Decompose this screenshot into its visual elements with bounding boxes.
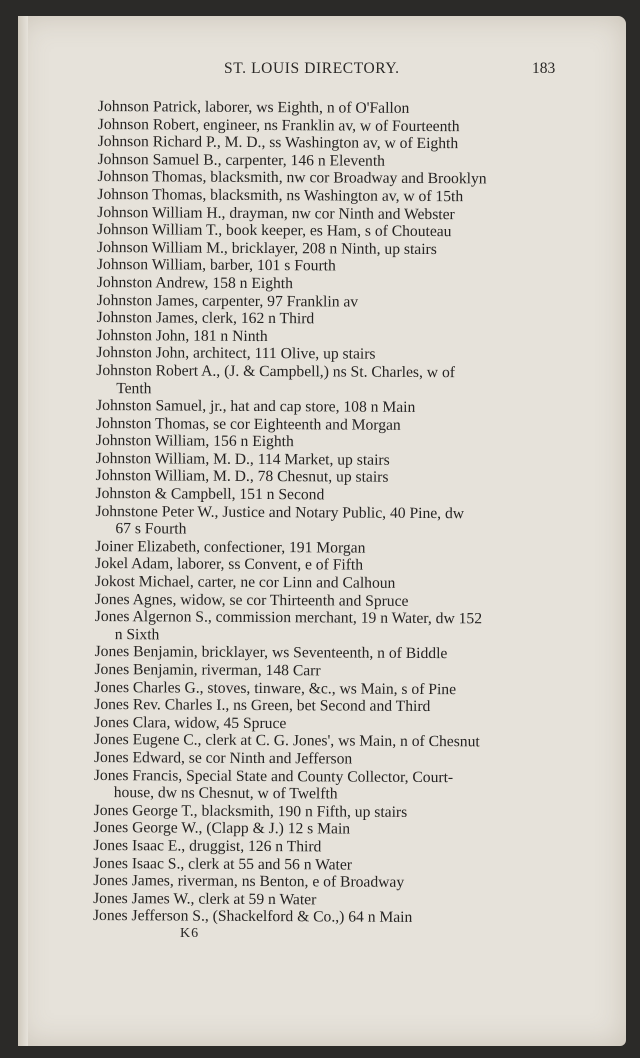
directory-page [18, 16, 626, 1046]
directory-entry: Johnson Thomas, blacksmith, ns Washington av, w of 15th [97, 185, 464, 206]
directory-entry-continuation: 67 s Fourth [115, 520, 187, 538]
directory-entry: Johnston William, M. D., 78 Chesnut, up stairs [95, 467, 389, 487]
directory-entry: Jones Francis, Special State and County Collector, Court- [93, 766, 454, 786]
running-title: ST. LOUIS DIRECTORY. [224, 60, 400, 77]
directory-entry: Jones Clara, widow, 45 Spruce [94, 713, 287, 732]
directory-entry: Jones Isaac E., druggist, 126 n Third [93, 836, 322, 856]
directory-entry: Jones Edward, se cor Ninth and Jefferson [93, 748, 353, 768]
directory-entry: Johnstone Peter W., Justice and Notary Public, 40 Pine, dw [95, 502, 465, 522]
directory-entry: Johnston Andrew, 158 n Eighth [96, 273, 293, 293]
directory-entry: Johnson William, barber, 101 s Fourth [96, 256, 336, 275]
directory-entry: Johnson William H., drayman, nw cor Ninth and Webster [97, 203, 455, 223]
directory-entry: Johnson Robert, engineer, ns Franklin av, w of Fourteenth [97, 115, 460, 135]
directory-entry: Jones Eugene C., clerk at C. G. Jones', ws Main, n of Chesnut [94, 731, 480, 751]
directory-entry: Johnston Thomas, se cor Eighteenth and Morgan [95, 414, 401, 434]
directory-entry: Johnson Thomas, blacksmith, nw cor Broadway and Brooklyn [97, 168, 487, 188]
directory-entry: Jones Rev. Charles I., ns Green, bet Second and Third [94, 696, 431, 716]
directory-entry: Johnson Samuel B., carpenter, 146 n Eleventh [97, 150, 386, 170]
directory-entry: Jones Benjamin, bricklayer, ws Seventeenth, n of Biddle [94, 643, 448, 663]
directory-entry: Johnston Samuel, jr., hat and cap store, 108 n Main [96, 397, 416, 417]
page-spine [18, 16, 28, 1046]
directory-entry: Jones George T., blacksmith, 190 n Fifth, up stairs [93, 801, 408, 821]
directory-entry: Johnson Patrick, laborer, ws Eighth, n of O'Fallon [97, 98, 410, 117]
signature-mark: K6 [180, 926, 200, 941]
directory-entry: Johnston James, clerk, 162 n Third [96, 309, 315, 328]
directory-entry: Johnston William, 156 n Eighth [95, 432, 294, 451]
directory-entry: Jones Agnes, widow, se cor Thirteenth and Spruce [94, 590, 409, 610]
directory-entry: Jones Algernon S., commission merchant, 19 n Water, dw 152 [94, 608, 483, 628]
directory-entry: Jokel Adam, laborer, ss Convent, e of Fifth [95, 555, 364, 575]
directory-entry: Johnson William T., book keeper, es Ham, s of Chouteau [97, 221, 452, 241]
directory-entry: Jones Benjamin, riverman, 148 Carr [94, 660, 321, 680]
directory-entry: Johnston James, carpenter, 97 Franklin av [96, 291, 359, 311]
page-header [18, 60, 626, 80]
directory-entry: Jones Isaac S., clerk at 55 and 56 n Water [93, 854, 353, 874]
directory-entry: Johnson William M., bricklayer, 208 n Ninth, up stairs [97, 238, 437, 258]
directory-entry: Johnston & Campbell, 151 n Second [95, 485, 325, 504]
directory-entry: Joiner Elizabeth, confectioner, 191 Morgan [95, 537, 366, 557]
directory-entry: Johnston John, 181 n Ninth [96, 326, 268, 345]
directory-entry-continuation: house, dw ns Chesnut, w of Twelfth [113, 784, 338, 803]
directory-entry: Jokost Michael, carter, ne cor Linn and Calhoun [94, 573, 396, 592]
directory-entries [93, 98, 568, 928]
directory-entry: Jones George W., (Clapp & J.) 12 s Main [93, 819, 351, 838]
directory-entry: Jones James, riverman, ns Benton, e of Broadway [93, 872, 405, 892]
directory-entry: Johnston John, architect, 111 Olive, up stairs [96, 344, 376, 364]
directory-entry: Jones James W., clerk at 59 n Water [93, 889, 317, 909]
directory-entry: Jones Charles G., stoves, tinware, &c., ws Main, s of Pine [94, 678, 457, 698]
page-number: 183 [532, 60, 556, 77]
directory-entry-continuation: n Sixth [114, 625, 160, 644]
directory-entry: Jones Jefferson S., (Shackelford & Co.,) 64 n Main [92, 907, 413, 927]
directory-entry: Johnson Richard P., M. D., ss Washington av, w of Eighth [97, 133, 459, 153]
directory-entry: Johnston William, M. D., 114 Market, up stairs [95, 449, 390, 469]
directory-entry-continuation: Tenth [116, 379, 152, 397]
directory-entry: Johnston Robert A., (J. & Campbell,) ns St. Charles, w of [96, 361, 456, 382]
